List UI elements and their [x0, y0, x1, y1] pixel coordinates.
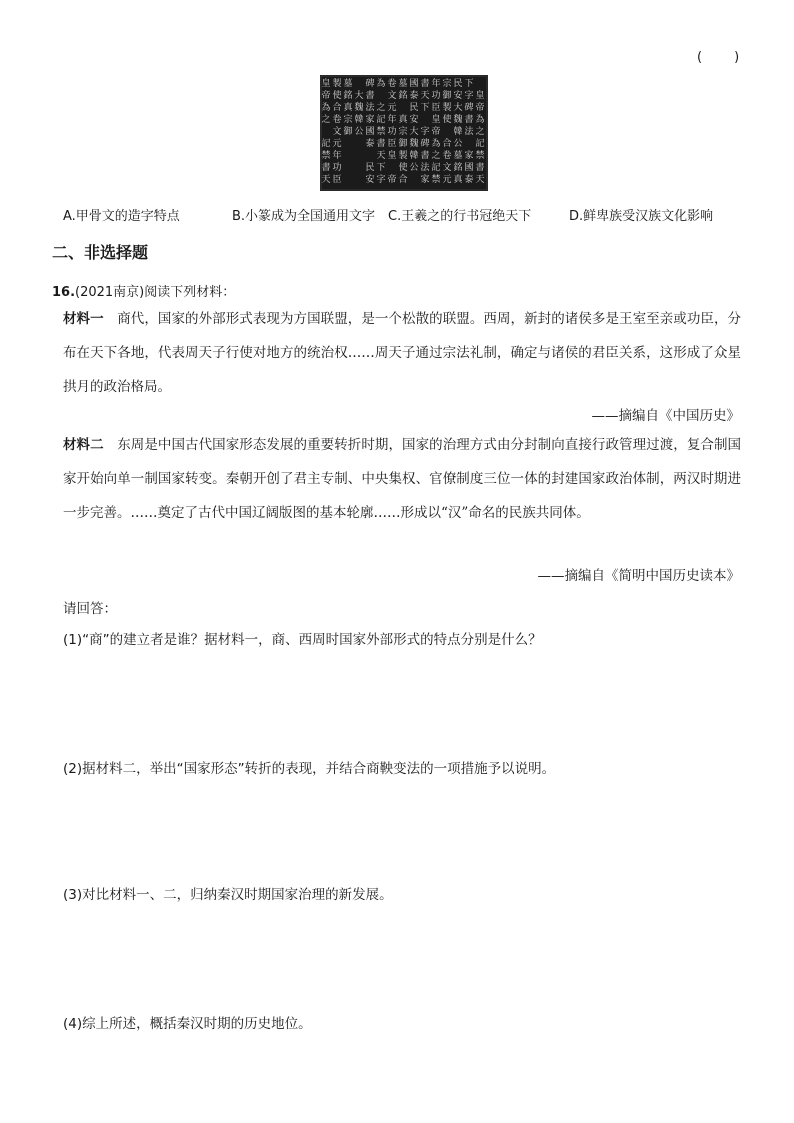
- stele-glyph: 元: [387, 103, 397, 113]
- stele-glyph: 年: [387, 115, 397, 125]
- stele-glyph: 使: [332, 91, 342, 101]
- stele-glyph: 天: [420, 91, 430, 101]
- stele-glyph: 法: [365, 103, 375, 113]
- stele-glyph: 為: [431, 139, 441, 149]
- stele-glyph: 泰: [365, 139, 375, 149]
- stele-glyph: 之: [431, 151, 441, 161]
- material-two: [63, 428, 741, 530]
- subquestion-2: (2)据材料二，举出“国家形态”转折的表现，并结合商鞅变法的一项措施予以说明。: [63, 761, 556, 777]
- stele-glyph: 記: [431, 163, 441, 173]
- stele-glyph: 書: [464, 115, 474, 125]
- material-two-label: 材料二: [63, 437, 104, 453]
- stele-glyph: 大: [453, 103, 463, 113]
- stele-glyph: 國: [464, 163, 474, 173]
- stele-glyph: 魏: [453, 115, 463, 125]
- stele-glyph: 為: [475, 115, 485, 125]
- stele-glyph: 記: [376, 115, 386, 125]
- stele-glyph: 碑: [464, 103, 474, 113]
- stele-glyph: 民: [365, 163, 375, 173]
- material-two-text: 东周是中国古代国家形态发展的重要转折时期，国家的治理方式由分封制向直接行政管理过渡，复合制国家开始向单一制国家转变。秦朝开创了君主专制、中央集权、官僚制度三位一体的封建国家政治体制，两汉时期进一步完善。……奠定了古代中国辽阔版图的基本轮廓……形成以“汉”命名的民族共同体。: [63, 437, 742, 521]
- question-source: (2021南京): [75, 285, 145, 300]
- stele-glyph: 天: [376, 151, 386, 161]
- stele-glyph: 碑: [365, 79, 375, 89]
- question-prompt: 阅读下列材料：: [144, 285, 236, 300]
- stele-glyph: 魏: [354, 103, 364, 113]
- question-header: [52, 281, 235, 300]
- stele-glyph: 家: [464, 151, 474, 161]
- stele-glyph: 製: [332, 79, 342, 89]
- stele-glyph: 銘: [453, 163, 463, 173]
- stele-glyph: 碑: [420, 139, 430, 149]
- section-title: 二、非选择题: [52, 243, 149, 262]
- stele-glyph: 字: [420, 127, 430, 137]
- stele-glyph: 公: [354, 127, 364, 137]
- stele-glyph: 皇: [321, 79, 331, 89]
- stele-glyph: 製: [442, 103, 452, 113]
- option-a[interactable]: A.甲骨文的造字特点: [63, 209, 180, 224]
- stele-glyph: 民: [409, 103, 419, 113]
- stele-glyph: 禁: [376, 127, 386, 137]
- stele-glyph: 國: [409, 79, 419, 89]
- stele-glyph: 墓: [343, 79, 353, 89]
- stele-glyph: 墓: [398, 79, 408, 89]
- stele-glyph: 禁: [321, 151, 331, 161]
- material-one-label: 材料一: [63, 311, 104, 327]
- stele-glyph: 下: [464, 79, 474, 89]
- stele-glyph: 使: [442, 115, 452, 125]
- subquestion-4: (4)综上所述，概括秦汉时期的历史地位。: [63, 1016, 312, 1032]
- stele-glyph: 製: [398, 151, 408, 161]
- stele-glyph: 合: [442, 139, 452, 149]
- stele-glyph: 之: [321, 115, 331, 125]
- material-one-source: ——摘编自《中国历史》: [591, 408, 740, 424]
- stele-glyph: 宗: [442, 79, 452, 89]
- stele-glyph: 安: [453, 91, 463, 101]
- stele-glyph: 大: [354, 91, 364, 101]
- stele-glyph: 元: [332, 139, 342, 149]
- stele-glyph: 合: [332, 103, 342, 113]
- stele-glyph: 泰: [464, 175, 474, 185]
- stele-glyph: 法: [464, 127, 474, 137]
- stele-glyph: 御: [343, 127, 353, 137]
- stele-glyph: 書: [420, 151, 430, 161]
- stele-glyph: 元: [442, 175, 452, 185]
- stele-glyph: 家: [420, 175, 430, 185]
- material-one: [63, 302, 741, 404]
- stele-glyph: 之: [376, 103, 386, 113]
- stele-glyph: 韓: [354, 115, 364, 125]
- subquestion-1: (1)“商”的建立者是谁？据材料一，商、西周时国家外部形式的特点分别是什么？: [63, 632, 542, 648]
- stele-glyph: 功: [431, 91, 441, 101]
- stele-glyph: 墓: [453, 151, 463, 161]
- stele-glyph: 文: [442, 163, 452, 173]
- stele-glyph: 公: [409, 163, 419, 173]
- stele-glyph: 記: [321, 139, 331, 149]
- stele-glyph: 年: [431, 79, 441, 89]
- stele-glyph: 家: [365, 115, 375, 125]
- stele-glyph: 禁: [475, 151, 485, 161]
- stele-glyph: 宗: [343, 115, 353, 125]
- stele-glyph: 年: [332, 151, 342, 161]
- answer-prompt: 请回答：: [63, 601, 117, 617]
- stele-glyph: 帝: [431, 127, 441, 137]
- stele-glyph: 使: [398, 163, 408, 173]
- stele-glyph: 字: [376, 175, 386, 185]
- stele-glyph: 帝: [387, 175, 397, 185]
- stele-glyph: 臣: [431, 103, 441, 113]
- stele-glyph: 帝: [475, 103, 485, 113]
- stele-glyph: 魏: [409, 139, 419, 149]
- stele-glyph: 臣: [387, 139, 397, 149]
- stele-glyph: 銘: [343, 91, 353, 101]
- answer-paren: ( ): [697, 50, 742, 65]
- stele-glyph: 法: [420, 163, 430, 173]
- material-one-text: 商代，国家的外部形式表现为方国联盟，是一个松散的联盟。西周，新封的诸侯多是王室至亲或功臣，分布在天下各地，代表周天子行使对地方的统治权……周天子通过宗法礼制，确定与诸侯的君臣关系，这形成了众星拱月的政治格局。: [63, 311, 742, 395]
- stele-glyph: 文: [332, 127, 342, 137]
- stele-glyph: 書: [376, 139, 386, 149]
- stele-glyph: 天: [475, 175, 485, 185]
- stele-glyph: 真: [398, 115, 408, 125]
- stele-glyph: 書: [365, 91, 375, 101]
- stele-glyph: 韓: [409, 151, 419, 161]
- stele-glyph: 臣: [332, 175, 342, 185]
- stele-glyph: 泰: [409, 91, 419, 101]
- stele-glyph: 文: [387, 91, 397, 101]
- stele-rubbing-svg: [320, 75, 488, 191]
- stele-glyph: 皇: [387, 151, 397, 161]
- stele-glyph: 安: [409, 115, 419, 125]
- stele-glyph: 宗: [398, 127, 408, 137]
- material-two-source: ——摘编自《简明中国历史读本》: [537, 568, 740, 584]
- stele-glyph: 御: [442, 91, 452, 101]
- stele-glyph: 為: [321, 103, 331, 113]
- stele-glyph: 禁: [431, 175, 441, 185]
- stele-glyph: 卷: [442, 151, 452, 161]
- stele-glyph: 下: [376, 163, 386, 173]
- stele-glyph: 帝: [321, 91, 331, 101]
- stele-glyph: 真: [343, 103, 353, 113]
- option-d[interactable]: D.鲜卑族受汉族文化影响: [569, 209, 714, 224]
- stele-glyph: 書: [321, 163, 331, 173]
- stele-glyph: 功: [332, 163, 342, 173]
- stele-glyph: 之: [475, 127, 485, 137]
- stele-glyph: 銘: [398, 91, 408, 101]
- stele-glyph: 大: [409, 127, 419, 137]
- stele-glyph: 御: [398, 139, 408, 149]
- stele-glyph: 記: [475, 139, 485, 149]
- stele-glyph: 書: [420, 79, 430, 89]
- question-number: 16.: [52, 285, 76, 300]
- stele-glyph: 合: [398, 175, 408, 185]
- stele-glyph: 下: [420, 103, 430, 113]
- option-b[interactable]: B.小篆成为全国通用文字: [232, 209, 376, 224]
- stele-glyph: 皇: [431, 115, 441, 125]
- subquestion-3: (3)对比材料一、二，归纳秦汉时期国家治理的新发展。: [63, 887, 393, 903]
- stele-glyph: 為: [376, 79, 386, 89]
- stele-glyph: 民: [453, 79, 463, 89]
- stele-glyph: 真: [453, 175, 463, 185]
- stele-glyph: 安: [365, 175, 375, 185]
- stele-glyph: 天: [321, 175, 331, 185]
- stele-rubbing-image: [320, 75, 488, 191]
- stele-glyph: 書: [475, 163, 485, 173]
- stele-glyph: 功: [387, 127, 397, 137]
- stele-glyph: 皇: [475, 91, 485, 101]
- stele-glyph: 國: [365, 127, 375, 137]
- stele-glyph: 韓: [453, 127, 463, 137]
- stele-glyph: 公: [453, 139, 463, 149]
- option-c[interactable]: C.王羲之的行书冠绝天下: [388, 209, 532, 224]
- stele-glyph: 卷: [332, 115, 342, 125]
- stele-glyph: 字: [464, 91, 474, 101]
- stele-glyph: 卷: [387, 79, 397, 89]
